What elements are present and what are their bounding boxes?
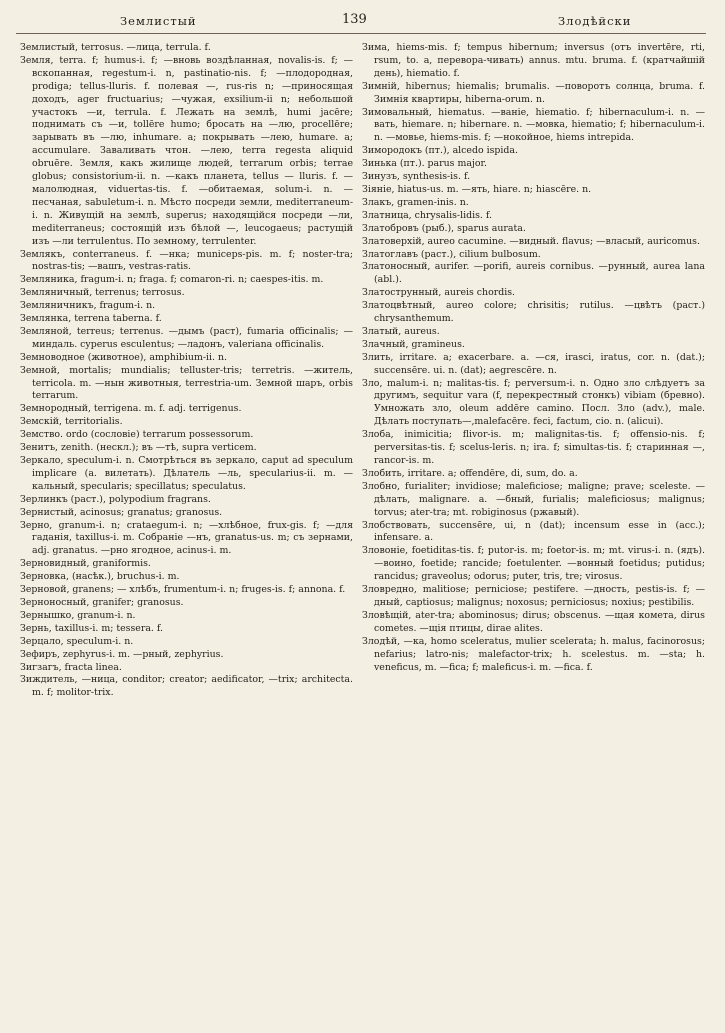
dictionary-entry: Зловоніе, foetiditas-tis. f; putor-is. m; foetor-is. m; mt. virus-i. n. (ядъ). —воино, foetide; rancide; foetulenter. —вонный foetidus; putidus; rancidus; graveolus; odorus; puter, tris, tre; virosus.	[362, 545, 705, 583]
dictionary-entry: Зиждитель, —ница, conditor; creator; aedificator, —trix; architecta. m. f; molitor-trix.	[20, 674, 353, 699]
dictionary-entry: Земляничный, terrenus; terrosus.	[20, 287, 185, 299]
dictionary-entry: Зимородокъ (пт.), alcedo ispida.	[362, 145, 518, 157]
header-rule	[16, 33, 706, 34]
dictionary-entry: Зіяніе, hiatus-us. m. —ять, hiare. n; hiascēre. n.	[362, 183, 592, 195]
dictionary-entry: Зинька (пт.). parus major.	[362, 158, 487, 170]
dictionary-entry: Злить, irritare. a; exacerbare. a. —ся, irasci, iratus, cor. n. (dat.); succensēre. ui. n. (dat); aegrescēre. n.	[362, 351, 705, 376]
dictionary-entry: Злобствовать, succensēre, ui, n (dat); incensum esse in (acc.); infensare. a.	[362, 519, 705, 544]
dictionary-entry: Зеркало, speculum-i. n. Смотрѣться въ зеркало, caput ad speculum implicare (a. вилетать). Дѣлатель —ль, specularius-ii. m. —кальный, specularis; specillatus; speculatus.	[20, 455, 353, 492]
dictionary-entry: Зернышко, granum-i. n.	[20, 609, 136, 621]
dictionary-entry: Земляничникъ, fragum-i. n.	[20, 300, 156, 312]
dictionary-entry: Злоба, inimicitia; flivor-is. m; malignitas-tis. f; offensio-nis. f; perversitas-tis. f; scelus-leris. n; ira. f; simultas-tis. f; старинная —, rancor-is. m.	[362, 429, 705, 466]
dictionary-entry: Зерлинкъ (раст.), polypodium fragrans.	[20, 493, 211, 505]
dictionary-entry: Земскій, territorialis.	[20, 416, 123, 428]
dictionary-entry: Землякъ, conterraneus. f. —нка; municeps-pis. m. f; noster-tra; nostras-tis; —вашъ, vestras-ratis.	[20, 248, 353, 273]
dictionary-entry: Зерновой, granens; — хлѣбъ, frumentum-i. n; fruges-is. f; annona. f.	[20, 584, 346, 596]
dictionary-entry: Зерновидный, graniformis.	[20, 558, 151, 570]
dictionary-entry: Златоверхій, aureo cacumine. —видный. flavus; —власый, auricomus.	[362, 235, 700, 247]
dictionary-entry: Златоцвѣтный, aureo colore; chrisitis; rutilus. —цвѣтъ (раст.) chrysanthemum.	[362, 300, 705, 325]
dictionary-entry: Зловѣщій, ater-tra; abominosus; dirus; obscenus. —щая комета, dirus cometes. —щія птицы, dirae alites.	[362, 609, 705, 634]
dictionary-entry: Земляной, terreus; terrenus. —дымъ (раст), fumaria officinalis; —миндаль. cyperus esculentus; —ладонъ, valeriana officinalis.	[20, 325, 353, 350]
page-number: 139	[342, 12, 367, 27]
dictionary-entry: Златоносный, aurifer. —porifi, aureis cornibus. —рунный, aurea lana (abl.).	[362, 261, 705, 286]
dictionary-entry: Зерно, granum-i. n; crataegum-i. n; —хлѣбное, frux-gis. f; —для гаданія, taxillus-i. m. Собраніе —нъ, granatus-us. m; съ зернами, adj. granatus. —рно ягодное, acinus-i. m.	[20, 519, 353, 557]
dictionary-entry: Златый, aureus.	[362, 325, 440, 337]
running-head-left: Землистый	[120, 14, 197, 28]
dictionary-entry: Зернистый, acinosus; granatus; granosus.	[20, 506, 223, 518]
dictionary-entry: Земной, mortalis; mundialis; telluster-tris; terretris. —житель, terricola. m. —нын животныя, terrestria-um. Земной шаръ, orbis terrarum.	[20, 364, 353, 402]
dictionary-entry: Земля, terra. f; humus-i. f; —вновь воздѣланная, novalis-is. f; —вскопанная, regestum-i. n, pastinatio-nis. f; —плодородная, prodiga; tellus-lluris. f. полевая —, rus-ris n; —приносящая доходъ, ager fructuarius; —чужая, exsilium-ii n; небольшой участокъ —и, terrula. f. Лежать на землѣ, humi jacēre; поднимать съ —и, tollēre humo; бросать на —лю, procellēre; зарывать въ —лю, inhumare. a; покрывать —лею, humare. a; accumulare. Заваливать чтон. —лею, terra regesta aliquid obruēre. Земля, какъ жилище людей, terrarum orbis; terrae globus; consistorium-ii. n. —какъ планета, tellus — lluris. f. —малолюдная, viduertas-tis. f. —обитаемая, solum-i. n. —песчаная, sabuletum-i. n. Мѣсто посреди земли, mediterraneum-i. n. Живущій на землѣ, superus; находящійся посреди —ли, mediterraneus; состоящій изъ бѣлой —, leucogaeus; растущій изъ —ли terrulentus. По земному, terrulenter.	[20, 54, 353, 247]
dictionary-entry: Зерновка, (насѣк.), bruchus-i. m.	[20, 571, 180, 583]
dictionary-entry: Зефиръ, zephyrus-i. m. —рный, zephyrius.	[20, 648, 224, 660]
running-head-right: Злодѣйски	[558, 14, 632, 28]
dictionary-entry: Злодѣй, —ка, homo sceleratus, mulier scelerata; h. malus, facinorosus; nefarius; latro-nis; malefactor-trix; h. scelestus. m. —sta; h. veneficus, m. —fica; f; maleficus-i. m. —fica. f.	[362, 635, 705, 673]
dictionary-entry: Златострунный, aureis chordis.	[362, 287, 515, 299]
right-column	[362, 42, 705, 674]
dictionary-entry: Земноводное (животное), amphibium-ii. n.	[20, 351, 227, 363]
dictionary-entry: Зинузъ, synthesis-is. f.	[362, 171, 471, 183]
dictionary-entry: Землянка, terrena taberna. f.	[20, 313, 162, 325]
dictionary-entry: Зернь, taxillus-i. m; tessera. f.	[20, 622, 163, 634]
dictionary-entry: Зловредно, malitiose; perniciose; pestifere. —дность, pestis-is. f; —дный, captiosus; malignus; noxosus; perniciosus; noxius; pestibilis.	[362, 584, 705, 608]
dictionary-entry: Зерноносный, granifer; granosus.	[20, 596, 184, 608]
dictionary-entry: Зигзагъ, fracta linea.	[20, 661, 122, 673]
dictionary-entry: Земнородный, terrigena. m. f. adj. terrigenus.	[20, 403, 242, 415]
dictionary-entry: Зерцало, speculum-i. n.	[20, 635, 134, 647]
dictionary-entry: Златница, chrysalis-lidis. f.	[362, 209, 492, 221]
dictionary-entry: Зимній, hibernus; hiemalis; brumalis. —поворотъ солнца, bruma. f. Зимнія квартиры, hiberna-orum. n.	[362, 80, 705, 105]
dictionary-entry: Землистый, terrosus. —лица, terrula. f.	[20, 42, 211, 53]
dictionary-entry: Зимовальный, hiematus. —ваніе, hiematio. f; hibernaculum-i. n. —вать, hiemare. n; hibernare. n. —мовка, hiematio; f; hibernaculum-i. n. —мовье, hiems-mis. f; —нокойное, hiems intrepida.	[362, 106, 705, 144]
dictionary-entry: Зима, hiems-mis. f; tempus hibernum; inversus (отъ invertēre, rti, rsum, to. a, перевора-чивать) annus. mtu. bruma. f. (кратчайшій день), hiematio. f.	[362, 42, 705, 79]
dictionary-entry: Земство. ordo (сословіе) terrarum possessorum.	[20, 429, 254, 441]
dictionary-entry: Злобить, irritare. a; offendēre, di, sum, do. a.	[362, 467, 578, 479]
dictionary-entry: Злачный, gramineus.	[362, 338, 465, 350]
dictionary-entry: Злобно, furialiter; invidiose; maleficiose; maligne; prave; sceleste. —дѣлать, malignare. a. —бный, furialis; maleficiosus; malignus; torvus; ater-tra; mt. robiginosus (ржавый).	[362, 480, 705, 518]
dictionary-entry: Земляника, fragum-i. n; fraga. f; comaron-ri. n; caespes-itis. m.	[20, 274, 324, 286]
dictionary-entry: Зенитъ, zenith. (нескл.); въ —тѣ, supra verticem.	[20, 442, 257, 454]
left-column	[20, 42, 353, 700]
dictionary-entry: Злакъ, gramen-inis. n.	[362, 196, 469, 208]
dictionary-entry: Златоглавъ (раст.), cilium bulbosum.	[362, 248, 541, 260]
dictionary-entry: Златобровъ (рыб.), sparus aurata.	[362, 222, 526, 234]
dictionary-entry: Зло, malum-i. n; malitas-tis. f; perversum-i. n. Одно зло слѣдуетъ за другимъ, sequitur vara (f, перекрестный стонкъ) vibiam (бревно). Умножать зло, oleum addēre camino. Посл. Зло (adv.), male. Дѣлать поступать—,malefacēre. feci, factum, cio. n. (alicui).	[362, 377, 705, 428]
